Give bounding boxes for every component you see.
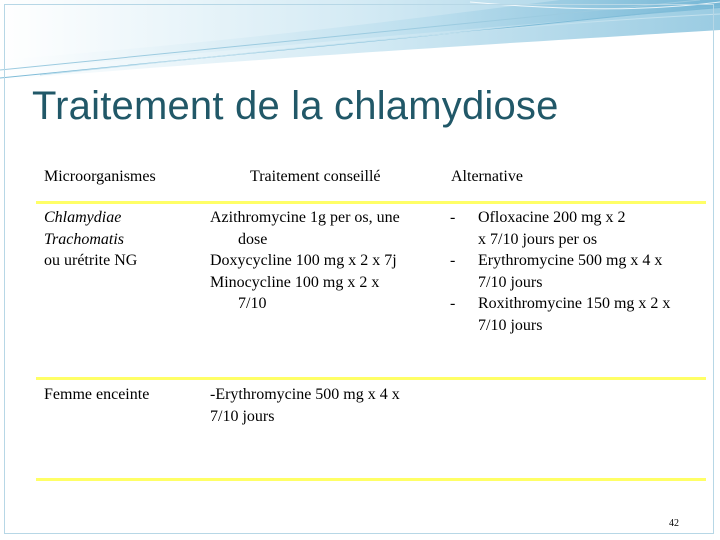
- treatment-line: Minocycline 100 mg x 2 x: [210, 273, 380, 291]
- slide-title: Traitement de la chlamydiose: [32, 84, 559, 128]
- treatment-line: Azithromycine 1g per os, une: [210, 209, 400, 226]
- bullet-dash: -: [450, 209, 456, 226]
- page-number: 42: [669, 518, 679, 529]
- treatment-line: Doxycycline 100 mg x 2 x 7j: [210, 252, 397, 269]
- treatment-line: -Erythromycine 500 mg x 4 x: [210, 386, 400, 403]
- alternative-line: 7/10 jours: [478, 273, 543, 291]
- table-cell-organism: [44, 384, 149, 406]
- table-rule-bottom: [36, 478, 706, 481]
- organism-line: Femme enceinte: [44, 386, 150, 403]
- bullet-dash: -: [450, 295, 456, 312]
- alternative-line: x 7/10 jours per os: [478, 230, 598, 248]
- bullet-dash: -: [450, 252, 456, 269]
- alternative-line: Roxithromycine 150 mg x 2 x: [478, 295, 671, 312]
- column-header-alternative: Alternative: [451, 168, 523, 185]
- table-cell-treatment: [210, 207, 400, 315]
- column-header-traitement: Traitement conseillé: [250, 168, 381, 185]
- table-rule-top: [36, 201, 706, 204]
- alternative-line: Ofloxacine 200 mg x 2: [478, 209, 626, 226]
- treatment-line: 7/10 jours: [210, 407, 275, 425]
- treatment-line: 7/10: [238, 295, 267, 312]
- table-cell-organism: [44, 207, 137, 272]
- alternative-line: Erythromycine 500 mg x 4 x: [478, 252, 663, 269]
- alternative-line: 7/10 jours: [478, 316, 543, 334]
- treatment-line: dose: [238, 230, 268, 248]
- column-header-microorganismes: Microorganismes: [44, 168, 156, 185]
- organism-line: Trachomatis: [44, 230, 125, 248]
- organism-line: Chlamydiae: [44, 209, 122, 226]
- table-rule-middle: [36, 377, 706, 380]
- organism-line: ou urétrite NG: [44, 252, 138, 269]
- table-cell-treatment: [210, 384, 400, 427]
